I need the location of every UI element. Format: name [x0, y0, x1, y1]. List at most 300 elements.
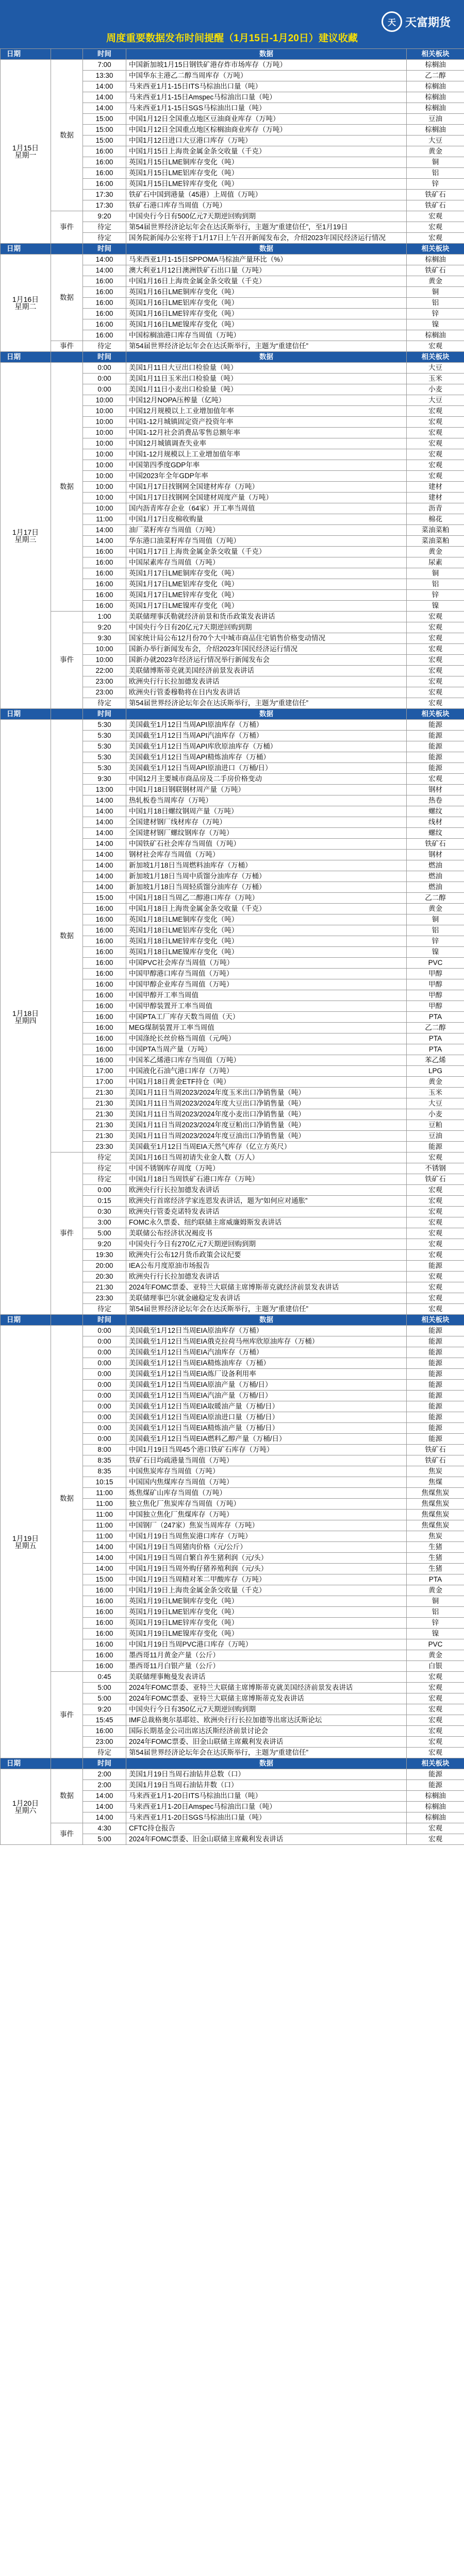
event-cell: IMF总裁格奥尔基耶娃、欧洲央行行长拉加德等出席达沃斯论坛	[126, 1715, 407, 1726]
event-cell: 英国1月15日LME铝库存变化（吨）	[126, 168, 407, 179]
time-cell: 15:45	[83, 1715, 126, 1726]
time-cell: 16:00	[83, 947, 126, 958]
sector-cell: 镍	[407, 601, 464, 612]
sector-cell: 甲醇	[407, 969, 464, 979]
time-cell: 2:00	[83, 1769, 126, 1780]
event-cell: 美国1月16日当周初请失业金人数（万人）	[126, 1153, 407, 1163]
sector-cell: 大豆	[407, 135, 464, 146]
event-cell: 中国1月12日全国重点地区豆油商业库存（万吨）	[126, 114, 407, 125]
time-cell: 16:00	[83, 1629, 126, 1639]
sector-cell: 宏观	[407, 1683, 464, 1693]
sector-cell: 能源	[407, 1401, 464, 1412]
category-cell: 数据	[51, 255, 83, 341]
sector-cell: 生猪	[407, 1542, 464, 1553]
event-cell: 中国央行今日有270亿元7天期逆回购到期	[126, 1239, 407, 1250]
time-cell: 14:00	[83, 265, 126, 276]
sector-cell: 宏观	[407, 471, 464, 482]
time-cell: 16:00	[83, 330, 126, 341]
sector-cell: 铁矿石	[407, 1455, 464, 1466]
time-cell: 23:00	[83, 687, 126, 698]
sector-cell: 宏观	[407, 406, 464, 417]
time-cell: 7:00	[83, 60, 126, 71]
sector-cell: 线材	[407, 817, 464, 828]
event-cell: 中国12月规模以上工业增加值年率	[126, 406, 407, 417]
time-cell: 11:00	[83, 1510, 126, 1520]
time-cell: 23:00	[83, 676, 126, 687]
table-row	[1, 1153, 464, 1163]
time-cell: 16:00	[83, 1650, 126, 1661]
sector-cell: 棕榈油	[407, 81, 464, 92]
sector-cell: 焦煤焦炭	[407, 1488, 464, 1499]
sector-cell: 黄金	[407, 904, 464, 914]
column-header-time: 时间	[83, 1315, 126, 1326]
time-cell: 10:00	[83, 417, 126, 428]
sector-cell: 宏观	[407, 438, 464, 449]
sector-cell: 宏观	[407, 1834, 464, 1845]
sector-cell: 宏观	[407, 1823, 464, 1834]
time-cell: 17:30	[83, 200, 126, 211]
time-cell: 16:00	[83, 1726, 126, 1737]
column-header-data: 数据	[126, 1758, 407, 1769]
event-cell: 马来西亚1月1-20日Amspec马棕油出口量（吨）	[126, 1802, 407, 1812]
event-cell: 新加坡1月18日当周燃料油库存（万桶）	[126, 860, 407, 871]
sector-cell: 宏观	[407, 1250, 464, 1261]
table-row	[1, 1769, 464, 1780]
event-cell: 美国截至1月12日当周API精炼油库存（万桶）	[126, 752, 407, 763]
sector-cell: 铝	[407, 168, 464, 179]
category-cell: 事件	[51, 1153, 83, 1315]
time-cell: 0:00	[83, 1336, 126, 1347]
sector-cell: 能源	[407, 1769, 464, 1780]
event-cell: 英国1月17日LME锌库存变化（吨）	[126, 590, 407, 601]
sector-cell: 能源	[407, 1336, 464, 1347]
event-cell: CFTC持仓报告	[126, 1823, 407, 1834]
time-cell: 14:00	[83, 882, 126, 893]
event-cell: 中国1月15日上海贵金属金条交收量（千克）	[126, 146, 407, 157]
category-cell: 数据	[51, 720, 83, 1153]
sector-cell: 锌	[407, 1618, 464, 1629]
event-cell: 中国1月16日上海贵金属金条交收量（千克）	[126, 276, 407, 287]
event-cell: 中国1月19日当周PVC港口库存（万吨）	[126, 1639, 407, 1650]
event-cell: 美国1月11日当周2023/2024年度小麦出口净销售量（吨）	[126, 1109, 407, 1120]
time-cell: 14:00	[83, 828, 126, 839]
time-cell: 15:00	[83, 1574, 126, 1585]
sector-cell: 玉米	[407, 1088, 464, 1098]
sector-cell: 棕榈油	[407, 92, 464, 103]
time-cell: 16:00	[83, 298, 126, 309]
sector-cell: 乙二醇	[407, 893, 464, 904]
time-cell: 14:00	[83, 92, 126, 103]
column-header-data: 数据	[126, 709, 407, 720]
event-cell: 2024年FOMC票委、旧金山联储主席戴利发表讲话	[126, 1834, 407, 1845]
time-cell: 5:00	[83, 1834, 126, 1845]
sector-cell: 宏观	[407, 417, 464, 428]
sector-cell: PTA	[407, 1044, 464, 1055]
sector-cell: 宏观	[407, 633, 464, 644]
sector-cell: 宏观	[407, 449, 464, 460]
time-cell: 16:00	[83, 157, 126, 168]
table-row	[1, 255, 464, 265]
event-cell: 热轧板卷当周库存（万吨）	[126, 795, 407, 806]
time-cell: 15:00	[83, 893, 126, 904]
time-cell: 待定	[83, 1163, 126, 1174]
time-cell: 5:00	[83, 1683, 126, 1693]
sector-cell: 黄金	[407, 547, 464, 557]
time-cell: 8:35	[83, 1466, 126, 1477]
weekday-label: 星期三	[14, 535, 37, 544]
event-cell: 中国1-12月城镇固定资产投资年率	[126, 417, 407, 428]
sector-cell: 铁矿石	[407, 1174, 464, 1185]
sector-cell: 铜	[407, 287, 464, 298]
time-cell: 10:00	[83, 438, 126, 449]
event-cell: 中国1月18日上海贵金属金条交收量（千克）	[126, 904, 407, 914]
event-cell: 欧洲央行首席经济学家连恩发表讲话，题为“如何应对通胀”	[126, 1196, 407, 1207]
time-cell: 16:00	[83, 990, 126, 1001]
sector-cell: 铝	[407, 1607, 464, 1618]
sector-cell: 豆粕	[407, 1120, 464, 1131]
event-cell: 中国甲醇港口库存当周值（万吨）	[126, 969, 407, 979]
time-cell: 16:00	[83, 1639, 126, 1650]
sector-cell: PVC	[407, 958, 464, 969]
time-cell: 0:00	[83, 1358, 126, 1369]
event-cell: 钢材社会库存当周值（万吨）	[126, 850, 407, 860]
time-cell: 17:30	[83, 190, 126, 200]
time-cell: 0:00	[83, 1423, 126, 1434]
column-header-time: 时间	[83, 352, 126, 363]
time-cell: 16:00	[83, 958, 126, 969]
logo-text: 天富期货	[405, 15, 451, 29]
category-cell: 数据	[51, 1326, 83, 1672]
time-cell: 9:20	[83, 1239, 126, 1250]
sector-cell: 锌	[407, 936, 464, 947]
event-cell: 中国12月主要城市商品房及二手房价格变动	[126, 774, 407, 785]
sector-cell: 苯乙烯	[407, 1055, 464, 1066]
sector-cell: 宏观	[407, 428, 464, 438]
time-cell: 16:00	[83, 1607, 126, 1618]
time-cell: 14:00	[83, 525, 126, 536]
event-cell: 中国12月NOPA压榨量（亿吨）	[126, 395, 407, 406]
event-cell: 第54届世界经济论坛年会在达沃斯举行，主题为“重建信任”，至1月19日	[126, 222, 407, 233]
weekday-label: 星期一	[14, 151, 37, 159]
event-cell: 欧洲央行行长拉加德发表讲话	[126, 1272, 407, 1282]
event-cell: 国家统计局公布12月份70个大中城市商品住宅销售价格变动情况	[126, 633, 407, 644]
date-cell	[1, 60, 51, 244]
weekday-label: 星期六	[14, 1806, 37, 1815]
event-cell: 英国1月16日LME铝库存变化（吨）	[126, 298, 407, 309]
time-cell: 14:00	[83, 806, 126, 817]
event-cell: 中国1-12月规模以上工业增加值年率	[126, 449, 407, 460]
event-cell: 马来西亚1月1-20日ITS马棕油出口量（吨）	[126, 1791, 407, 1802]
sector-cell: 棕榈油	[407, 330, 464, 341]
logo-icon: 天	[382, 11, 402, 32]
sector-cell: 宏观	[407, 1196, 464, 1207]
time-cell: 14:00	[83, 1802, 126, 1812]
sector-cell: 宏观	[407, 1672, 464, 1683]
date-label: 1月16日	[12, 295, 39, 303]
column-header-data: 数据	[126, 244, 407, 255]
column-header-sector: 相关板块	[407, 244, 464, 255]
event-cell: 英国1月16日LME锌库存变化（吨）	[126, 309, 407, 319]
column-header-date: 日期	[1, 1315, 51, 1326]
event-cell: 铁矿石日均疏港量当周值（万吨）	[126, 1455, 407, 1466]
sector-cell: 镍	[407, 319, 464, 330]
event-cell: 中国1月19日当周外购仔猪养殖利润（元/头）	[126, 1564, 407, 1574]
event-cell: 美国截至1月12日当周API原油库存（万桶）	[126, 720, 407, 731]
event-cell: 美国截至1月12日当周EIA汽油库存（万桶）	[126, 1347, 407, 1358]
sector-cell: 棕榈油	[407, 255, 464, 265]
column-header-blank	[51, 49, 83, 60]
event-cell: 英国1月19日LME铝库存变化（吨）	[126, 1607, 407, 1618]
event-cell: 全国建材钢厂线材库存（万吨）	[126, 817, 407, 828]
sector-cell: 能源	[407, 720, 464, 731]
event-cell: 国务院新闻办公室将于1月17日上午召开新闻发布会，介绍2023年国民经济运行情况	[126, 233, 407, 244]
category-cell: 数据	[51, 1769, 83, 1823]
sector-cell: 豆油	[407, 114, 464, 125]
event-cell: 美国1月11日大豆出口检验量（吨）	[126, 363, 407, 374]
sector-cell: 不锈钢	[407, 1163, 464, 1174]
time-cell: 16:00	[83, 590, 126, 601]
time-cell: 0:30	[83, 1207, 126, 1217]
sector-cell: 能源	[407, 1380, 464, 1391]
time-cell: 11:00	[83, 1488, 126, 1499]
sector-cell: 铁矿石	[407, 1445, 464, 1455]
column-header-row	[1, 244, 464, 255]
event-cell: 新加坡1月18日当周中质馏分油库存（万桶）	[126, 871, 407, 882]
event-cell: 中国1月17日皮棉收购量	[126, 514, 407, 525]
sector-cell: 焦煤	[407, 1477, 464, 1488]
time-cell: 4:30	[83, 1823, 126, 1834]
time-cell: 5:30	[83, 741, 126, 752]
event-cell: 中国2023年全年GDP年率	[126, 471, 407, 482]
time-cell: 0:00	[83, 1391, 126, 1401]
event-cell: 中国PTA工厂库存天数当周值（天）	[126, 1012, 407, 1023]
event-cell: 马来西亚1月1-15日SPPOMA马棕油产量环比（%）	[126, 255, 407, 265]
time-cell: 16:00	[83, 1044, 126, 1055]
column-header-date: 日期	[1, 49, 51, 60]
event-cell: 英国1月15日LME锌库存变化（吨）	[126, 179, 407, 190]
time-cell: 20:30	[83, 1272, 126, 1282]
time-cell: 16:00	[83, 1012, 126, 1023]
event-cell: 英国1月18日LME铝库存变化（吨）	[126, 925, 407, 936]
time-cell: 10:00	[83, 655, 126, 666]
sector-cell: 铝	[407, 298, 464, 309]
date-label: 1月20日	[12, 1799, 39, 1807]
event-cell: 铁矿石港口库存当周值（万吨）	[126, 200, 407, 211]
sector-cell: 能源	[407, 1412, 464, 1423]
time-cell: 16:00	[83, 146, 126, 157]
time-cell: 待定	[83, 1153, 126, 1163]
sector-cell: 棕榈油	[407, 1791, 464, 1802]
event-cell: 美联储理事巴尔就金融稳定发表讲话	[126, 1293, 407, 1304]
sector-cell: PTA	[407, 1574, 464, 1585]
column-header-data: 数据	[126, 352, 407, 363]
weekday-label: 星期四	[14, 1016, 37, 1025]
time-cell: 9:20	[83, 211, 126, 222]
time-cell: 10:00	[83, 482, 126, 493]
time-cell: 0:00	[83, 1380, 126, 1391]
time-cell: 5:30	[83, 752, 126, 763]
time-cell: 16:00	[83, 925, 126, 936]
sector-cell: 大豆	[407, 1098, 464, 1109]
event-cell: 美国截至1月12日当周EIA原油库存（万桶）	[126, 1326, 407, 1336]
event-cell: 美联储理事沃勒就经济前景和货币政策发表讲话	[126, 612, 407, 622]
time-cell: 3:00	[83, 1217, 126, 1228]
event-cell: 中国1月17日找钢网全国建材库存（万吨）	[126, 482, 407, 493]
sector-cell: 宏观	[407, 1272, 464, 1282]
sector-cell: 黄金	[407, 146, 464, 157]
sector-cell: 宏观	[407, 341, 464, 352]
time-cell: 16:00	[83, 1055, 126, 1066]
column-header-time: 时间	[83, 1758, 126, 1769]
time-cell: 21:30	[83, 1088, 126, 1098]
sector-cell: 能源	[407, 1434, 464, 1445]
category-cell: 数据	[51, 60, 83, 211]
event-cell: 中国1月18日钢联钢材周产量（万吨）	[126, 785, 407, 795]
table-row	[1, 612, 464, 622]
time-cell: 16:00	[83, 547, 126, 557]
time-cell: 21:30	[83, 1282, 126, 1293]
sector-cell: 能源	[407, 1423, 464, 1434]
column-header-time: 时间	[83, 709, 126, 720]
sector-cell: 焦煤焦炭	[407, 1499, 464, 1510]
event-cell: 中国1月19日当周猪肉价格（元/公斤）	[126, 1542, 407, 1553]
sector-cell: 棉花	[407, 514, 464, 525]
date-cell	[1, 1326, 51, 1758]
sector-cell: 棕榈油	[407, 125, 464, 135]
event-cell: 马来西亚1月1-15日SGS马棕油出口量（吨）	[126, 103, 407, 114]
time-cell: 8:00	[83, 1445, 126, 1455]
time-cell: 16:00	[83, 936, 126, 947]
event-cell: 澳大利亚1月12日澳洲铁矿石出口量（万吨）	[126, 265, 407, 276]
event-cell: 2024年FOMC票委、亚特兰大联储主席博斯蒂克就美国经济前景发表讲话	[126, 1683, 407, 1693]
time-cell: 21:30	[83, 1131, 126, 1142]
time-cell: 0:00	[83, 1412, 126, 1423]
sector-cell: 铜	[407, 568, 464, 579]
column-header-time: 时间	[83, 244, 126, 255]
event-cell: 中国1月18日当周乙二醇港口库存（万吨）	[126, 893, 407, 904]
time-cell: 16:00	[83, 1618, 126, 1629]
time-cell: 10:00	[83, 644, 126, 655]
page-title: 周度重要数据发布时间提醒（1月15日-1月20日）建议收藏	[106, 33, 358, 44]
date-cell	[1, 1769, 51, 1845]
sector-cell: 宏观	[407, 698, 464, 709]
event-cell: 中国央行今日有20亿元7天期逆回购到期	[126, 622, 407, 633]
time-cell: 16:00	[83, 1001, 126, 1012]
event-cell: 中国铁矿石社会库存当周值（万吨）	[126, 839, 407, 850]
sector-cell: 焦炭	[407, 1531, 464, 1542]
sector-cell: 大豆	[407, 395, 464, 406]
event-cell: 马来西亚1月1-15日ITS马棕油出口量（吨）	[126, 81, 407, 92]
event-cell: 美国截至1月12日当周EIA天然气库存（亿立方英尺）	[126, 1142, 407, 1153]
sector-cell: 宏观	[407, 211, 464, 222]
table-row	[1, 341, 464, 352]
event-cell: 美国截至1月12日当周EIA俄克拉荷马州库欣原油库存（万桶）	[126, 1336, 407, 1347]
event-cell: 欧洲央行行长拉加德发表讲话	[126, 676, 407, 687]
time-cell: 16:00	[83, 168, 126, 179]
event-cell: 美国截至1月12日当周EIA精炼油库存（万桶）	[126, 1358, 407, 1369]
time-cell: 0:00	[83, 1369, 126, 1380]
sector-cell: 燃油	[407, 860, 464, 871]
time-cell: 待定	[83, 698, 126, 709]
time-cell: 0:00	[83, 374, 126, 384]
column-header-row	[1, 352, 464, 363]
sector-cell: 能源	[407, 731, 464, 741]
time-cell: 14:00	[83, 839, 126, 850]
time-cell: 0:00	[83, 1185, 126, 1196]
event-cell: 美国1月19日当周石油钻井总数（口）	[126, 1769, 407, 1780]
event-cell: 中国第四季度GDP年率	[126, 460, 407, 471]
time-cell: 14:00	[83, 871, 126, 882]
category-cell: 事件	[51, 612, 83, 709]
event-cell: 国新办举行新闻发布会，介绍2023年国民经济运行情况	[126, 644, 407, 655]
sector-cell: 建材	[407, 482, 464, 493]
event-cell: 墨西哥11月黄金产量（公斤）	[126, 1650, 407, 1661]
event-cell: 中国央行今日有500亿元7天期逆回购到期	[126, 211, 407, 222]
time-cell: 16:00	[83, 914, 126, 925]
column-header-data: 数据	[126, 49, 407, 60]
event-cell: 新加坡1月18日当周轻质馏分油库存（万桶）	[126, 882, 407, 893]
event-cell: 中国1月19日当周自繁自养生猪利润（元/头）	[126, 1553, 407, 1564]
event-cell: 美国截至1月12日当周EIA炼厂设备利用率	[126, 1369, 407, 1380]
sector-cell: 能源	[407, 1326, 464, 1336]
column-header-blank	[51, 1758, 83, 1769]
time-cell: 1:00	[83, 612, 126, 622]
time-cell: 19:30	[83, 1250, 126, 1261]
logo	[382, 11, 451, 32]
time-cell: 0:00	[83, 1401, 126, 1412]
weekday-label: 星期五	[14, 1541, 37, 1550]
event-cell: 美国1月11日小麦出口检验量（吨）	[126, 384, 407, 395]
sector-cell: 甲醇	[407, 990, 464, 1001]
event-cell: 中国1月12日全国重点地区棕榈油商业库存（万吨）	[126, 125, 407, 135]
time-cell: 0:45	[83, 1672, 126, 1683]
column-header-row	[1, 49, 464, 60]
sector-cell: 宏观	[407, 774, 464, 785]
time-cell: 9:30	[83, 633, 126, 644]
time-cell: 5:30	[83, 731, 126, 741]
table-row	[1, 211, 464, 222]
event-cell: 英国1月18日LME镍库存变化（吨）	[126, 947, 407, 958]
time-cell: 10:00	[83, 395, 126, 406]
sector-cell: 棕榈油	[407, 1802, 464, 1812]
sector-cell: 能源	[407, 741, 464, 752]
event-cell: 欧洲央行行长拉加德发表讲话	[126, 1185, 407, 1196]
sector-cell: 黄金	[407, 1650, 464, 1661]
column-header-row	[1, 1315, 464, 1326]
event-cell: 美国截至1月12日当周API汽油库存（万桶）	[126, 731, 407, 741]
category-cell: 事件	[51, 1823, 83, 1845]
column-header-sector: 相关板块	[407, 49, 464, 60]
sector-cell: 能源	[407, 1358, 464, 1369]
sector-cell: 宏观	[407, 1304, 464, 1315]
sector-cell: 尿素	[407, 557, 464, 568]
schedule-table	[0, 48, 464, 1845]
event-cell: 油厂菜籽库存当周值（万吨）	[126, 525, 407, 536]
time-cell: 16:00	[83, 319, 126, 330]
sector-cell: 能源	[407, 1780, 464, 1791]
sector-cell: 锌	[407, 309, 464, 319]
time-cell: 0:00	[83, 384, 126, 395]
time-cell: 14:00	[83, 1564, 126, 1574]
sector-cell: 宏观	[407, 1748, 464, 1758]
event-cell: 独立焦化厂焦炭库存当周值（万吨）	[126, 1499, 407, 1510]
sector-cell: 铝	[407, 579, 464, 590]
sector-cell: 棕榈油	[407, 1812, 464, 1823]
event-cell: 墨西哥11月白银产量（公斤）	[126, 1661, 407, 1672]
sector-cell: 能源	[407, 1347, 464, 1358]
sector-cell: 锌	[407, 179, 464, 190]
sector-cell: 宏观	[407, 1185, 464, 1196]
